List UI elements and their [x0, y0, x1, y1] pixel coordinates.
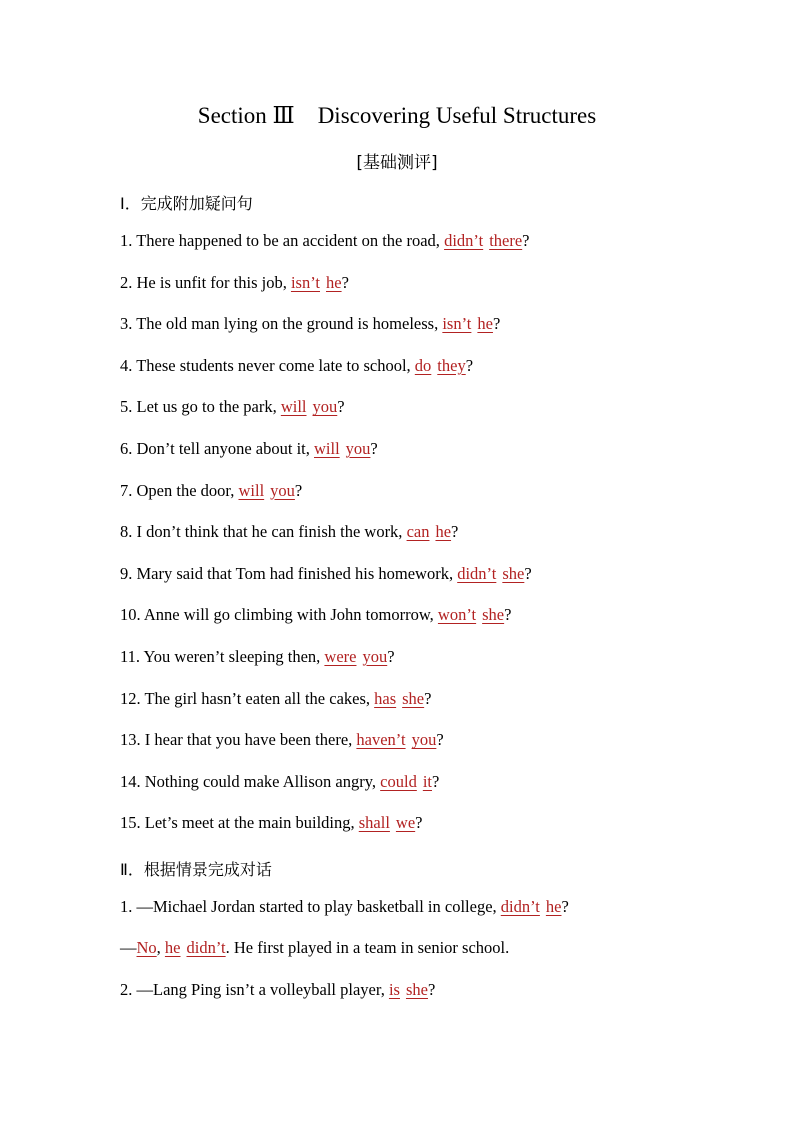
dialogue-response-1	[120, 938, 509, 958]
answer-blank: he	[435, 522, 452, 542]
answer-blank: it	[422, 771, 432, 791]
answer-blank: will	[314, 439, 340, 458]
question-item	[120, 564, 532, 584]
question-mark: ?	[524, 563, 532, 583]
answer-blank: didn’t	[186, 938, 226, 957]
answer-blank: she	[482, 605, 505, 625]
question-mark: ?	[387, 647, 395, 666]
response-text: . He first played in a team in senior school.	[225, 938, 510, 957]
question-item	[120, 605, 511, 625]
question-text: 10. Anne will go climbing with John tomorrow,	[120, 605, 438, 625]
question-text: 4. These students never come late to school,	[120, 355, 415, 375]
answer-blank: didn’t	[444, 231, 484, 250]
comma: ,	[156, 938, 165, 957]
answer-blank: he	[545, 897, 562, 916]
question-text: 5. Let us go to the park,	[120, 397, 281, 417]
question-text: 7. Open the door,	[120, 480, 239, 500]
question-item	[120, 231, 530, 251]
section-2-heading: Ⅱ．根据情景完成对话	[120, 860, 272, 879]
answer-blank: won’t	[437, 605, 477, 625]
answer-blank: could	[380, 771, 417, 791]
answer-blank: were	[324, 647, 357, 666]
question-mark: ?	[294, 480, 303, 500]
section-1-heading: Ⅰ．完成附加疑问句	[120, 194, 253, 213]
question-mark: ?	[436, 730, 444, 750]
question-text: 11. You weren’t sleeping then,	[120, 647, 325, 666]
answer-blank: you	[270, 480, 295, 500]
question-text: 13. I hear that you have been there,	[120, 730, 357, 750]
page-subtitle: [基础测评]	[356, 153, 438, 173]
question-item	[120, 522, 458, 542]
question-mark: ?	[522, 231, 530, 250]
answer-blank: she	[502, 563, 525, 583]
answer-blank: haven’t	[356, 730, 406, 750]
answer-blank: do	[414, 355, 432, 375]
answer-blank: is	[388, 980, 400, 999]
question-item	[120, 356, 473, 376]
question-item	[120, 689, 431, 709]
question-mark: ?	[341, 272, 349, 292]
dialogue-question-1	[120, 897, 569, 917]
answer-blank: she	[402, 688, 425, 708]
question-text: 1. —Michael Jordan started to play basketball in college,	[120, 897, 501, 916]
answer-blank: No	[136, 938, 157, 957]
answer-blank: she	[405, 980, 428, 999]
question-mark: ?	[561, 897, 569, 916]
answer-blank: will	[238, 480, 265, 500]
dash: —	[120, 938, 137, 957]
question-text: 3. The old man lying on the ground is homeless,	[120, 314, 443, 334]
answer-blank: you	[345, 439, 371, 458]
dialogue-question-2	[120, 980, 435, 1000]
question-text: 2. He is unfit for this job,	[120, 272, 291, 292]
question-mark: ?	[504, 605, 512, 625]
question-mark: ?	[492, 314, 501, 334]
question-item	[120, 481, 302, 501]
question-mark: ?	[427, 980, 436, 999]
question-text: 1. There happened to be an accident on the road,	[120, 231, 445, 250]
answer-blank: didn’t	[500, 897, 540, 916]
question-text: 15. Let’s meet at the main building,	[120, 813, 359, 833]
answer-blank: shall	[358, 813, 390, 833]
question-item	[120, 439, 378, 459]
question-item	[120, 647, 395, 667]
page-title: Section Ⅲ Discovering Useful Structures	[197, 103, 597, 128]
question-mark: ?	[337, 397, 345, 417]
question-item	[120, 772, 439, 792]
answer-blank: you	[411, 730, 437, 750]
answer-blank: can	[406, 522, 430, 542]
answer-blank: will	[280, 397, 307, 417]
answer-blank: isn’t	[442, 314, 472, 334]
question-mark: ?	[424, 688, 432, 708]
question-text: 12. The girl hasn’t eaten all the cakes,	[120, 688, 375, 708]
question-mark: ?	[415, 813, 423, 833]
answer-blank: they	[437, 355, 466, 375]
answer-blank: has	[374, 688, 397, 708]
question-text: 2. —Lang Ping isn’t a volleyball player,	[120, 980, 389, 999]
answer-blank: he	[326, 272, 342, 292]
answer-blank: didn’t	[457, 563, 497, 583]
question-item	[120, 730, 444, 750]
question-item	[120, 397, 345, 417]
question-text: 9. Mary said that Tom had finished his homework,	[120, 563, 458, 583]
answer-blank: isn’t	[290, 272, 320, 292]
question-mark: ?	[432, 771, 440, 791]
question-mark: ?	[451, 522, 459, 542]
question-item	[120, 273, 349, 293]
answer-blank: he	[164, 938, 181, 957]
answer-blank: you	[312, 397, 338, 417]
question-text: 14. Nothing could make Allison angry,	[120, 771, 381, 791]
question-item	[120, 314, 500, 334]
answer-blank: there	[489, 231, 523, 250]
answer-blank: we	[395, 813, 416, 833]
question-mark: ?	[465, 355, 474, 375]
question-text: 6. Don’t tell anyone about it,	[120, 439, 314, 458]
question-text: 8. I don’t think that he can finish the work,	[120, 522, 407, 542]
question-item	[120, 813, 423, 833]
question-mark: ?	[370, 439, 378, 458]
answer-blank: he	[477, 314, 493, 334]
answer-blank: you	[362, 647, 388, 666]
